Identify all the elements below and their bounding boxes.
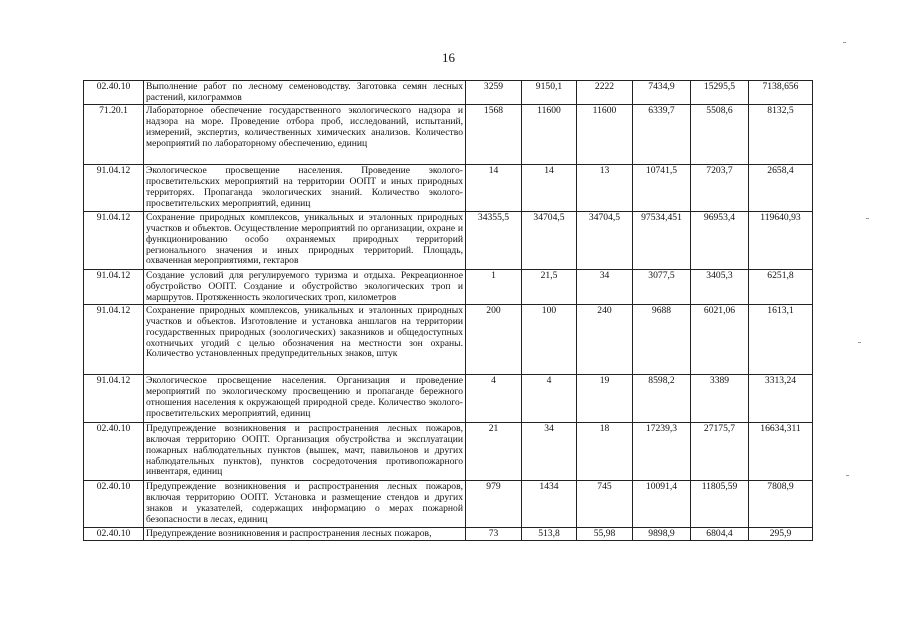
- row-value: 7434,9: [633, 81, 691, 105]
- row-description: Предупреждение возникновения и распространения лесных пожаров,: [144, 527, 466, 540]
- row-code: 02.40.10: [84, 422, 144, 480]
- row-value: 7808,9: [749, 480, 813, 527]
- row-value: 34: [522, 422, 577, 480]
- row-value: 979: [466, 480, 522, 527]
- row-value: 1: [466, 269, 522, 304]
- row-value: 6021,06: [691, 304, 749, 374]
- row-value: 34704,5: [522, 211, 577, 269]
- row-value: 14: [466, 164, 522, 211]
- row-description: Предупреждение возникновения и распространения лесных пожаров, включая территорию ООПТ. Организация обустройства и эксплуатации пожарных наблюдательных пунктов (вышек, мачт, павильонов и других наблюдательных пунктов), пунктов сосредоточения противопожарного инвентаря, единиц: [144, 422, 466, 480]
- row-code: 91.04.12: [84, 211, 144, 269]
- row-value: 3405,3: [691, 269, 749, 304]
- row-description: Создание условий для регулируемого туризма и отдыха. Рекреационное обустройство ООПТ. Создание и обустройство экологических троп и маршрутов. Протяженность экологических троп, километров: [144, 269, 466, 304]
- row-value: 18: [577, 422, 633, 480]
- row-value: 6251,8: [749, 269, 813, 304]
- table-row: [84, 81, 813, 105]
- row-code: 91.04.12: [84, 269, 144, 304]
- row-value: 2658,4: [749, 164, 813, 211]
- row-value: 3313,24: [749, 374, 813, 422]
- scan-dot: [858, 342, 861, 343]
- row-value: 73: [466, 527, 522, 540]
- row-value: 6804,4: [691, 527, 749, 540]
- row-value: 745: [577, 480, 633, 527]
- row-description: Экологическое просвещение населения. Проведение эколого-просветительских мероприятий на территории ООПТ и иных природных территорях. Пропаганда экологических знаний. Количество эколого-просветительских мероприятий, единиц: [144, 164, 466, 211]
- table-row: [84, 211, 813, 269]
- table-row: [84, 104, 813, 164]
- page-number: 16: [442, 50, 455, 65]
- row-value: 19: [577, 374, 633, 422]
- row-value: 3077,5: [633, 269, 691, 304]
- table-row: [84, 422, 813, 480]
- row-code: 71.20.1: [84, 104, 144, 164]
- row-value: 1568: [466, 104, 522, 164]
- scan-dot: [866, 218, 869, 219]
- table-row: [84, 374, 813, 422]
- table-row: [84, 527, 813, 540]
- row-value: 119640,93: [749, 211, 813, 269]
- row-value: 4: [522, 374, 577, 422]
- row-description: Сохранение природных комплексов, уникальных и эталонных природных участков и объектов. Изготовление и установка аншлагов на территории государственных природных (зоологических) заказников и общедоступных охотничьих угодий с целью обозначения на местности зон охраны. Количество установленных предупредительных знаков, штук: [144, 304, 466, 374]
- row-value: 240: [577, 304, 633, 374]
- row-value: 8598,2: [633, 374, 691, 422]
- row-value: 6339,7: [633, 104, 691, 164]
- row-value: 100: [522, 304, 577, 374]
- table-row: [84, 480, 813, 527]
- row-description: Лабораторное обеспечение государственного экологического надзора и надзора на море. Проведение отбора проб, исследований, испытаний, измерений, экспертиз, количественных химических анализов. Количество мероприятий по лабораторному обеспечению, единиц: [144, 104, 466, 164]
- row-value: 34355,5: [466, 211, 522, 269]
- row-description: Выполнение работ по лесному семеноводству. Заготовка семян лесных растений, килограммов: [144, 81, 466, 105]
- row-value: 97534,451: [633, 211, 691, 269]
- row-value: 4: [466, 374, 522, 422]
- row-value: 16634,311: [749, 422, 813, 480]
- row-code: 91.04.12: [84, 164, 144, 211]
- row-description: Предупреждение возникновения и распространения лесных пожаров, включая территорию ООПТ. Установка и размещение стендов и других знаков и указателей, содержащих информацию о мерах пожарной безопасности в лесах, единиц: [144, 480, 466, 527]
- row-value: 15295,5: [691, 81, 749, 105]
- row-value: 513,8: [522, 527, 577, 540]
- row-value: 3389: [691, 374, 749, 422]
- row-value: 9898,9: [633, 527, 691, 540]
- row-value: 21,5: [522, 269, 577, 304]
- row-value: 3259: [466, 81, 522, 105]
- row-value: 9688: [633, 304, 691, 374]
- row-value: 7203,7: [691, 164, 749, 211]
- row-value: 17239,3: [633, 422, 691, 480]
- row-value: 96953,4: [691, 211, 749, 269]
- row-value: 11805,59: [691, 480, 749, 527]
- table-row: [84, 164, 813, 211]
- row-value: 5508,6: [691, 104, 749, 164]
- row-value: 1613,1: [749, 304, 813, 374]
- row-code: 91.04.12: [84, 304, 144, 374]
- row-value: 8132,5: [749, 104, 813, 164]
- row-value: 11600: [577, 104, 633, 164]
- row-value: 2222: [577, 81, 633, 105]
- row-value: 34704,5: [577, 211, 633, 269]
- row-code: 02.40.10: [84, 527, 144, 540]
- row-value: 21: [466, 422, 522, 480]
- row-value: 55,98: [577, 527, 633, 540]
- row-value: 14: [522, 164, 577, 211]
- row-value: 34: [577, 269, 633, 304]
- row-value: 13: [577, 164, 633, 211]
- row-value: 200: [466, 304, 522, 374]
- scan-dot: [843, 42, 846, 43]
- budget-table: [83, 80, 813, 541]
- row-value: 11600: [522, 104, 577, 164]
- row-code: 02.40.10: [84, 480, 144, 527]
- row-value: 295,9: [749, 527, 813, 540]
- row-code: 91.04.12: [84, 374, 144, 422]
- row-value: 1434: [522, 480, 577, 527]
- table-row: [84, 304, 813, 374]
- scan-dot: [846, 475, 849, 476]
- row-value: 10091,4: [633, 480, 691, 527]
- row-value: 10741,5: [633, 164, 691, 211]
- row-value: 27175,7: [691, 422, 749, 480]
- row-code: 02.40.10: [84, 81, 144, 105]
- row-value: 9150,1: [522, 81, 577, 105]
- row-value: 7138,656: [749, 81, 813, 105]
- row-description: Сохранение природных комплексов, уникальных и эталонных природных участков и объектов. Осуществление мероприятий по организации, охране и функционированию особо охраняемых природных территорий регионального значения и иных природных территорий. Площадь, охваченная мероприятиями, гектаров: [144, 211, 466, 269]
- table-row: [84, 269, 813, 304]
- row-description: Экологическое просвещение населения. Организация и проведение мероприятий по экологическому просвещению и пропаганде бережного отношения населения к окружающей природной среде. Количество эколого-просветительских мероприятий, единиц: [144, 374, 466, 422]
